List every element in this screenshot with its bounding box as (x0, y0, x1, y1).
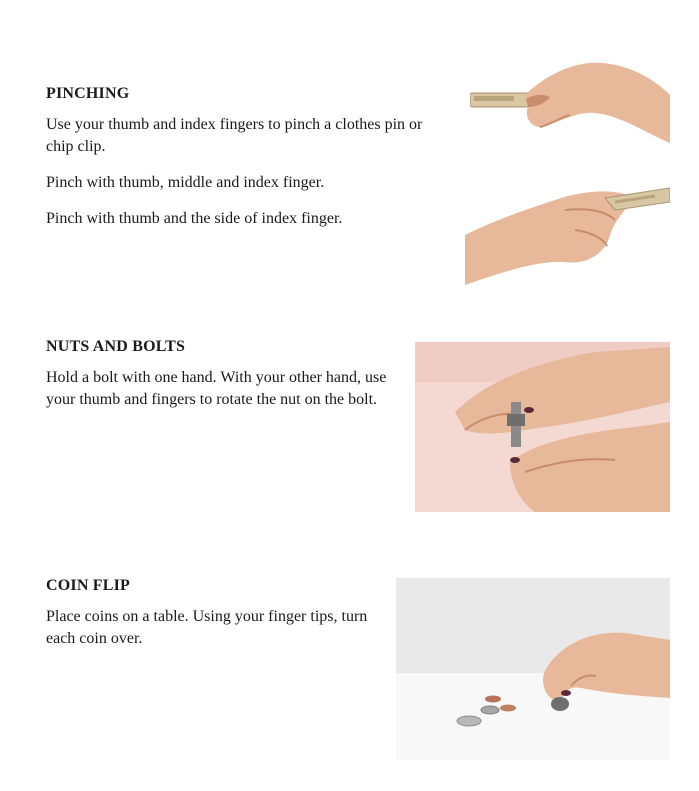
hands-nut-bolt-illustration (415, 342, 670, 512)
instruction-text: Pinch with thumb, middle and index finger. (46, 174, 325, 191)
section-heading: PINCHING (46, 85, 130, 102)
section-coin-flip (46, 576, 376, 664)
section-pinching (46, 84, 446, 244)
hand-pinch-illustration (470, 55, 670, 145)
clothespin-pinch-photo-1 (470, 55, 670, 145)
instruction-text: Use your thumb and index fingers to pinch a clothes pin or chip clip. (46, 116, 423, 155)
instruction-text: Hold a bolt with one hand. With your other hand, use your thumb and fingers to rotate the nut on the bolt. (46, 369, 387, 408)
clothespin-pinch-photo-2 (465, 180, 670, 285)
instruction-text: Pinch with thumb and the side of index finger. (46, 210, 343, 227)
hand-coins-illustration (396, 578, 670, 760)
section-nuts-and-bolts (46, 337, 406, 425)
hand-pinch-side-illustration (465, 180, 670, 285)
coin-flip-photo (396, 578, 670, 760)
section-heading: COIN FLIP (46, 577, 131, 594)
instruction-text: Place coins on a table. Using your finger tips, turn each coin over. (46, 608, 368, 647)
section-heading: NUTS AND BOLTS (46, 338, 186, 355)
nuts-and-bolts-photo (415, 342, 670, 512)
